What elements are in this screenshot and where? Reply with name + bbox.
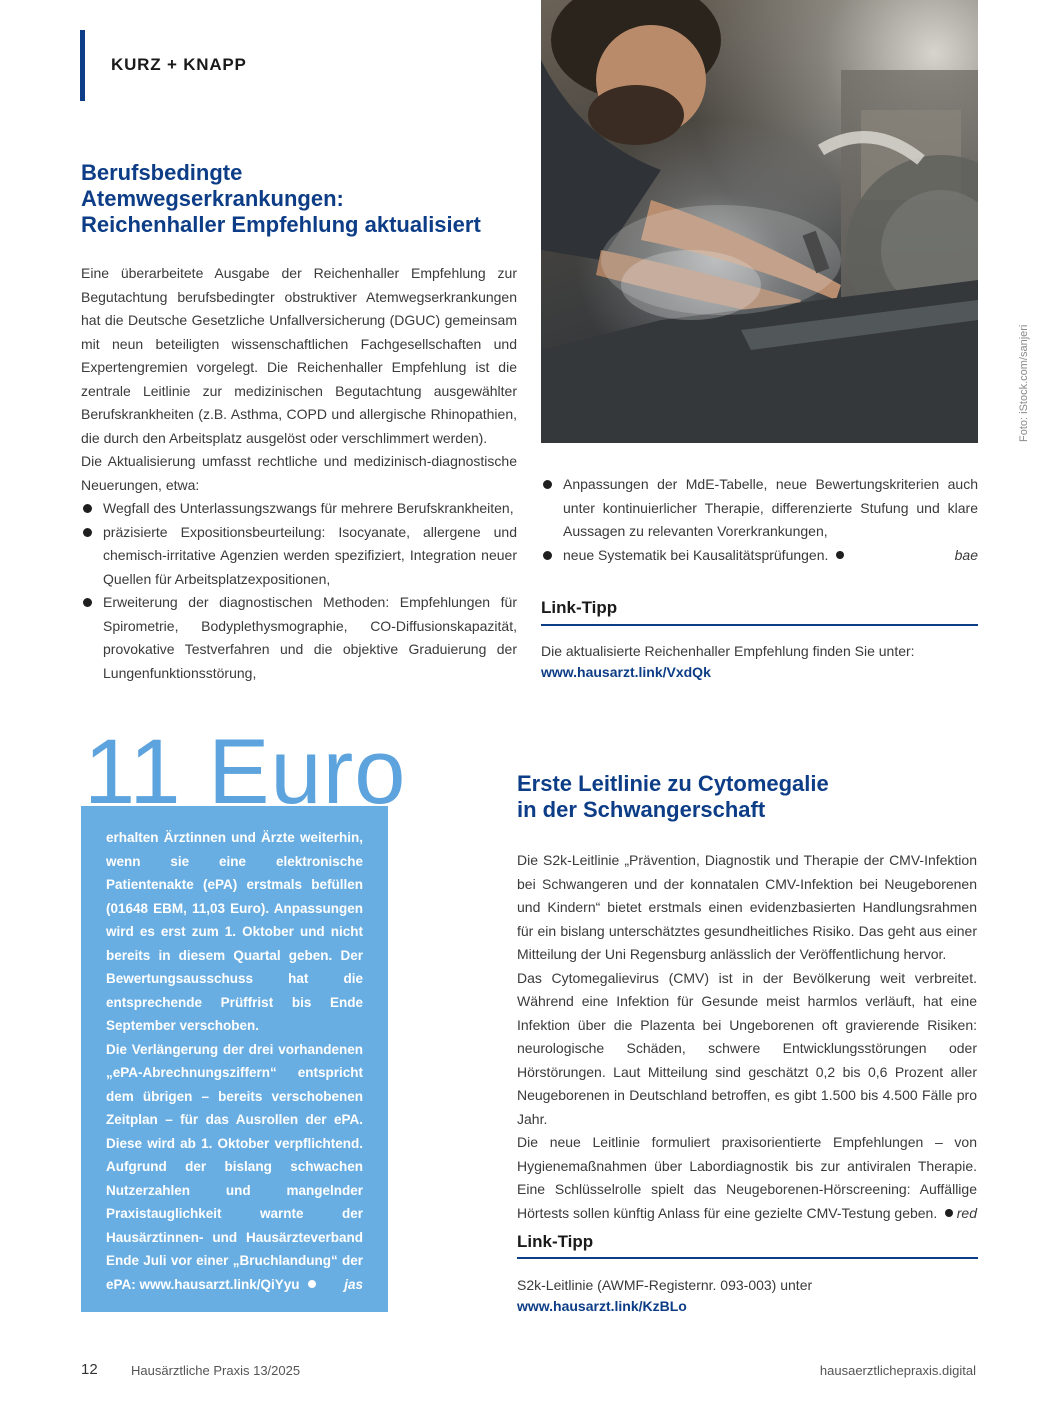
article-2-paragraph-3 xyxy=(517,1131,977,1225)
bullet-item: Anpassungen der MdE-Tabelle, neue Bewertungskriterien auch unter kontinuierlicher Therapie, differenzierte Stufung und klare Aussagen zu relevanten Vorerkrankungen, xyxy=(541,473,978,544)
end-mark-icon xyxy=(308,1280,316,1288)
euro-box-text xyxy=(106,826,363,1296)
article-1-title-line: Atemwegserkrankungen: xyxy=(81,186,344,211)
author-signature: bae xyxy=(954,546,978,563)
photo-illustration xyxy=(541,0,978,443)
link-tipp-url[interactable]: www.hausarzt.link/KzBLo xyxy=(517,1298,687,1314)
article-1-column-1 xyxy=(81,262,517,685)
bullet-item: Wegfall des Unterlassungszwangs für mehrere Berufskrankheiten, xyxy=(81,497,517,521)
bullet-item-text: neue Systematik bei Kausalitätsprüfungen. xyxy=(563,546,829,563)
end-mark-icon xyxy=(836,551,844,559)
publication-name: Hausärztliche Praxis 13/2025 xyxy=(131,1363,301,1378)
section-label: KURZ + KNAPP xyxy=(111,55,247,74)
article-2-body xyxy=(517,849,977,1225)
author-signature: red xyxy=(956,1204,977,1221)
article-1-title xyxy=(81,160,541,238)
article-1-bullet-list-continued xyxy=(541,473,978,567)
author-signature: jas xyxy=(344,1276,363,1292)
link-tipp-heading: Link-Tipp xyxy=(541,598,618,617)
euro-box-paragraph-2 xyxy=(106,1038,363,1297)
photo-credit: Foto: iStock.com/sanjeri xyxy=(1018,324,1030,442)
article-1-column-2 xyxy=(541,473,978,567)
euro-box-paragraph: erhalten Ärztinnen und Ärzte weiterhin, wenn sie eine elektronische Patientenakte (ePA) erstmals befüllen (01648 EBM, 11,03 Euro). Anpassungen wird es erst zum 1. Oktober und nicht bereits in diesem Quartal geben. Der Bewertungsausschuss hat die entsprechende Prüffrist bis Ende September verschoben. xyxy=(106,830,363,1033)
article-2-paragraph: Das Cytomegalievirus (CMV) ist in der Bevölkerung weit verbreitet. Während eine Infektion für Gesunde meist harmlos verläuft, hat eine Infektion über die Plazenta bei Ungeborenen oft gravierende Risiken: neurologische Schäden, schwere Entwicklungsstörungen oder Hörstörungen. Laut Mitteilung sind geschätzt 0,2 bis 0,6 Prozent aller Neugeborenen in Deutschland betroffen, es gibt 1.500 bis 4.500 Fälle pro Jahr. xyxy=(517,969,977,1127)
article-2-paragraph: Die S2k-Leitlinie „Prävention, Diagnostik und Therapie der CMV-Infektion bei Schwangeren und der konnatalen CMV-Infektion bei Neugeborenen und Kindern“ bietet erstmals einen evidenzbasierten Handlungsrahmen für ein bislang unterschätztes gesundheitliches Risiko. Das geht aus einer Mitteilung der Uni Regensburg anlässlich der Veröffentlichung hervor. xyxy=(517,852,977,962)
article-1-bullet-list xyxy=(81,497,517,685)
euro-headline: 11 Euro xyxy=(84,721,407,823)
bullet-item xyxy=(541,544,978,568)
article-2-title xyxy=(517,771,977,823)
article-photo xyxy=(541,0,978,443)
article-1-title-line: Reichenhaller Empfehlung aktualisiert xyxy=(81,212,481,237)
page-number: 12 xyxy=(81,1361,98,1378)
section-accent-bar xyxy=(80,30,85,101)
link-tipp-divider xyxy=(541,624,978,626)
article-1-paragraph: Eine überarbeitete Ausgabe der Reichenhaller Empfehlung zur Begutachtung berufsbedingter obstruktiver Atemwegserkrankungen hat die Deutsche Gesetzliche Unfallversicherung (DGUC) gemeinsam mit neun beteiligten wissenschaftlichen Fachgesellschaften und Expertengremien vorgelegt. Die Reichenhaller Empfehlung ist die zentrale Leitlinie zur medizinischen Begutachtung ausgewählter Berufskrankheiten (z.B. Asthma, COPD und allergische Rhinopathien, die durch den Arbeitsplatz ausgelöst oder verschlimmert werden). xyxy=(81,265,517,446)
end-mark-icon xyxy=(945,1209,953,1217)
bullet-item: Erweiterung der diagnostischen Methoden: Empfehlungen für Spirometrie, Bodyplethysmographie, CO-Diffusionskapazität, provokative Testverfahren und die objektive Graduierung der Lungenfunktionsstörung, xyxy=(81,591,517,685)
link-tipp-heading: Link-Tipp xyxy=(517,1232,594,1251)
article-2-title-line: in der Schwangerschaft xyxy=(517,797,766,822)
euro-box-paragraph-text: Die Verlängerung der drei vorhandenen „ePA-Abrechnungsziffern“ entspricht dem übrigen – bereits verschobenen Zeitplan – für das Ausrollen der ePA. Diese wird ab 1. Oktober verpflichtend. Aufgrund der bislang schwachen Nutzerzahlen und mangelnder Praxistauglichkeit warnte der Hausärztinnen- und Hausärzteverband Ende Juli vor einer „Bruchlandung“ der ePA: www.hausarzt.link/QiYyu xyxy=(106,1041,363,1292)
link-tipp-text: Die aktualisierte Reichenhaller Empfehlung finden Sie unter: xyxy=(541,643,915,659)
article-2-paragraph-text: Die neue Leitlinie formuliert praxisorientierte Empfehlungen – von Hygienemaßnahmen über Labordiagnostik bis zur antiviralen Therapie. Eine Schlüsselrolle spielt das Neugeborenen-Hörscreening: Auffällige Hörtests sollen künftig Anlass für eine gezielte CMV-Testung geben. xyxy=(517,1134,977,1221)
link-tipp-divider xyxy=(517,1257,978,1259)
link-tipp-text: S2k-Leitlinie (AWMF-Registernr. 093-003) unter xyxy=(517,1277,813,1293)
article-2-title-line: Erste Leitlinie zu Cytomegalie xyxy=(517,771,829,796)
link-tipp-url[interactable]: www.hausarzt.link/VxdQk xyxy=(541,664,711,680)
website-url[interactable]: hausaerztlichepraxis.digital xyxy=(819,1363,976,1378)
bullet-item: präzisierte Expositionsbeurteilung: Isocyanate, allergene und chemisch-irritative Agenzien werden spezifiziert, Integration neuer Quellen für Arbeitsplatzexpositionen, xyxy=(81,521,517,592)
article-1-paragraph: Die Aktualisierung umfasst rechtliche und medizinisch-diagnostische Neuerungen, etwa: xyxy=(81,453,517,493)
article-1-title-line: Berufsbedingte xyxy=(81,160,243,185)
